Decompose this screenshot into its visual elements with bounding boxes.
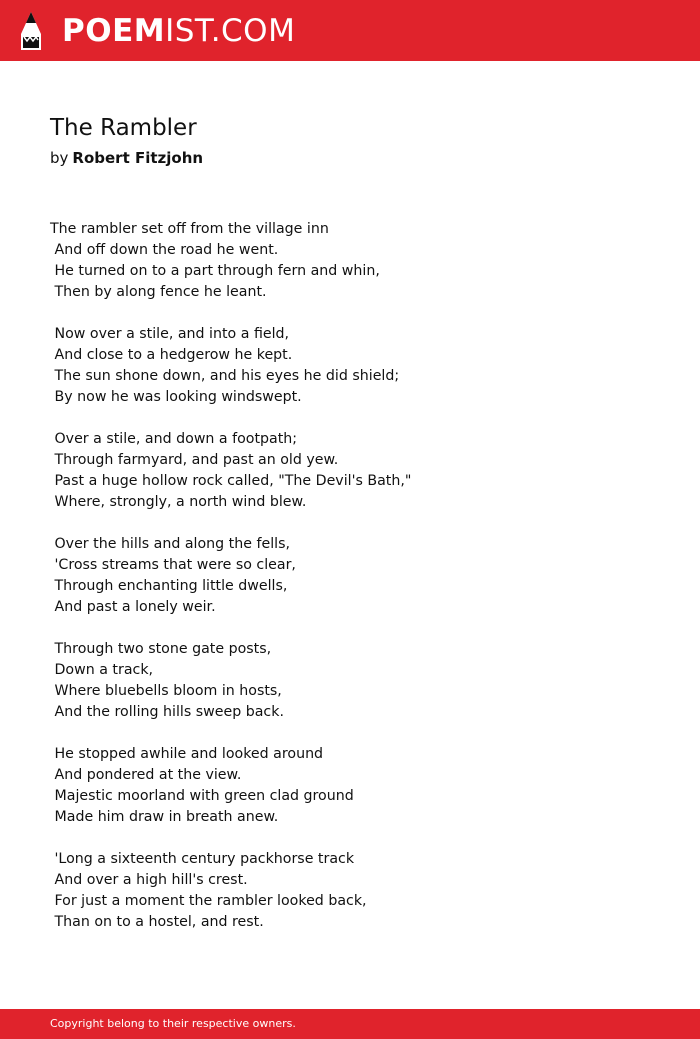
- poem-line: And close to a hedgerow he kept.: [50, 347, 293, 363]
- footer-bar: [0, 1009, 700, 1039]
- pencil-logo-icon[interactable]: [18, 10, 44, 52]
- stanza: [50, 639, 650, 723]
- poem-line: Through farmyard, and past an old yew.: [50, 452, 339, 468]
- poem-line: Majestic moorland with green clad ground: [50, 788, 354, 804]
- poem-line: And over a high hill's crest.: [50, 872, 248, 888]
- poem-line: Where bluebells bloom in hosts,: [50, 683, 282, 699]
- poem-line: Than on to a hostel, and rest.: [50, 914, 264, 930]
- poem-line: Then by along fence he leant.: [50, 284, 267, 300]
- poem-line: Now over a stile, and into a field,: [50, 326, 290, 342]
- poem-line: 'Cross streams that were so clear,: [50, 557, 296, 573]
- stanza: [50, 324, 650, 408]
- poem-line: And pondered at the view.: [50, 767, 242, 783]
- poem-line: Through two stone gate posts,: [50, 641, 272, 657]
- poem-line: Past a huge hollow rock called, "The Devil's Bath,": [50, 473, 412, 489]
- brand-bold: POEM: [62, 13, 166, 49]
- poem-line: The rambler set off from the village inn: [50, 221, 329, 237]
- poem-line: And past a lonely weir.: [50, 599, 216, 615]
- poem-line: 'Long a sixteenth century packhorse track: [50, 851, 355, 867]
- poem-line: Over a stile, and down a footpath;: [50, 431, 298, 447]
- poem-line: For just a moment the rambler looked back,: [50, 893, 367, 909]
- brand-light: IST.COM: [165, 13, 296, 49]
- poem-body: [50, 219, 650, 954]
- poem-line: He stopped awhile and looked around: [50, 746, 324, 762]
- poem-line: Where, strongly, a north wind blew.: [50, 494, 307, 510]
- stanza: [50, 219, 650, 303]
- poem-line: And the rolling hills sweep back.: [50, 704, 284, 720]
- stanza: [50, 744, 650, 828]
- author-name: Robert Fitzjohn: [72, 149, 204, 167]
- stanza: [50, 534, 650, 618]
- poem-line: Through enchanting little dwells,: [50, 578, 288, 594]
- stanza: [50, 849, 650, 933]
- poem-line: Over the hills and along the fells,: [50, 536, 290, 552]
- byline: [50, 149, 203, 167]
- poem-line: Made him draw in breath anew.: [50, 809, 279, 825]
- by-label: by: [50, 149, 69, 167]
- poem-line: And off down the road he went.: [50, 242, 279, 258]
- poem-line: He turned on to a part through fern and whin,: [50, 263, 380, 279]
- poem-line: Down a track,: [50, 662, 154, 678]
- poem-line: The sun shone down, and his eyes he did shield;: [50, 368, 400, 384]
- poem-line: By now he was looking windswept.: [50, 389, 302, 405]
- stanza: [50, 429, 650, 513]
- copyright-text: Copyright belong to their respective owners.: [50, 1017, 296, 1030]
- site-logo-text[interactable]: [62, 11, 295, 51]
- header-bar: [0, 0, 700, 61]
- poem-title: The Rambler: [50, 115, 197, 141]
